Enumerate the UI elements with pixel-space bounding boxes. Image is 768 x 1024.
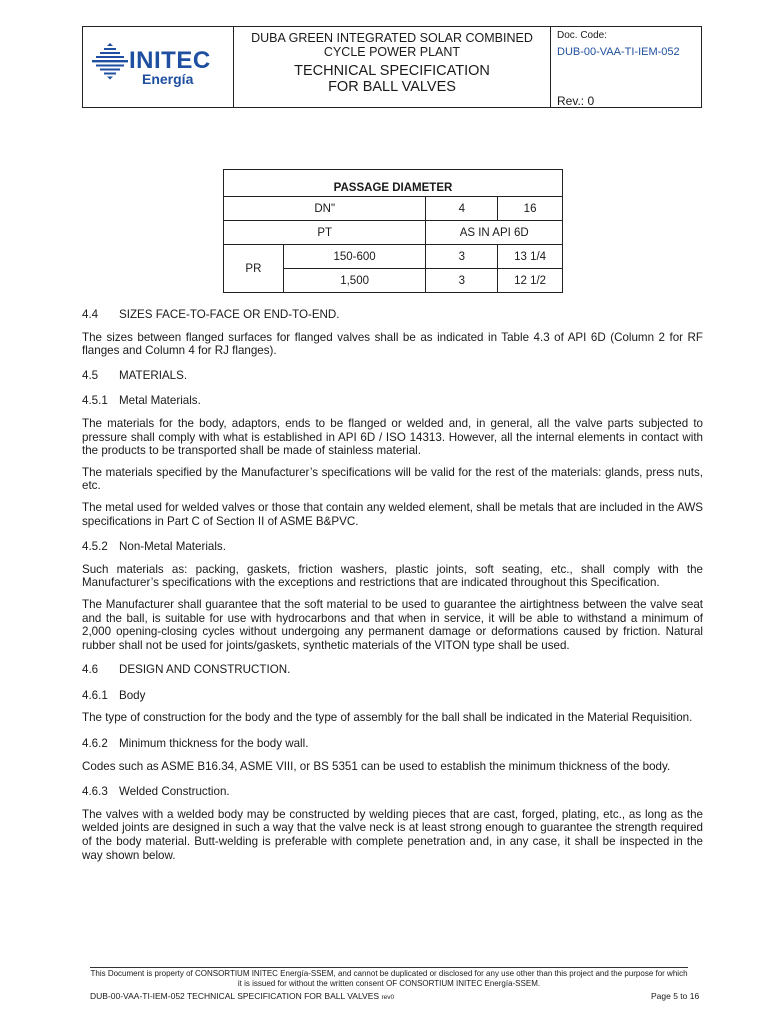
initec-logo-icon bbox=[91, 41, 129, 85]
footer-divider bbox=[90, 967, 688, 968]
document-title bbox=[234, 63, 550, 95]
paragraph: The sizes between flanged surfaces for flanged valves shall be as indicated in Table 4.3 of API 6D (Column 2 for RF flanges and Column 4 for RJ flanges). bbox=[82, 330, 703, 358]
doc-code-value: DUB-00-VAA-TI-IEM-052 bbox=[557, 46, 680, 58]
table-cell: 150-600 bbox=[283, 245, 426, 269]
doc-code-label: Doc. Code: bbox=[557, 30, 608, 41]
footer-doc-ref-text: DUB-00-VAA-TI-IEM-052 TECHNICAL SPECIFICATION FOR BALL VALVES bbox=[90, 991, 380, 1001]
paragraph: The Manufacturer shall guarantee that the soft material to be used to guarantee the airtightness between the valve seat and the ball, is suitable for use with hydrocarbons and that when in service, it will be able to withstand a minimum of 2,000 opening-closing cycles without undergoing any permanent damage or deformations caused by friction. Natural rubber shall not be used for joints/gaskets, synthetic materials of the VITON type shall be used. bbox=[82, 597, 703, 652]
subsection-heading bbox=[82, 785, 703, 799]
section-title: Welded Construction. bbox=[119, 785, 230, 799]
table-cell: 3 bbox=[426, 245, 498, 269]
footer-notice: This Document is property of CONSORTIUM INITEC Energía-SSEM, and cannot be duplicated or disclosed for any use other than this project and the purpose for which it is issued for without the written consent OF CONSORTIUM INITEC Energía-SSEM. bbox=[90, 969, 688, 988]
section-heading bbox=[82, 308, 703, 322]
table-row bbox=[224, 197, 563, 221]
document-body bbox=[82, 308, 703, 862]
document-header bbox=[82, 26, 702, 108]
section-number: 4.6.2 bbox=[82, 737, 108, 751]
paragraph: Such materials as: packing, gaskets, friction washers, plastic joints, soft seating, etc., shall comply with the Manufacturer’s specifications with the exceptions and restrictions that are indicated throughout this Specification. bbox=[82, 562, 703, 590]
table-cell: 12 1/2 bbox=[498, 269, 563, 293]
company-logo bbox=[83, 27, 234, 107]
table-cell: 13 1/4 bbox=[498, 245, 563, 269]
table-cell: 16 bbox=[498, 197, 563, 221]
table-row bbox=[224, 245, 563, 269]
table-cell: AS IN API 6D bbox=[426, 221, 563, 245]
subsection-heading bbox=[82, 737, 703, 751]
section-number: 4.5.2 bbox=[82, 540, 108, 554]
passage-diameter-table bbox=[223, 169, 563, 293]
section-title: Non-Metal Materials. bbox=[119, 540, 226, 554]
section-title: DESIGN AND CONSTRUCTION. bbox=[119, 663, 291, 677]
table-cell: PR bbox=[224, 245, 284, 293]
paragraph: The valves with a welded body may be constructed by welding pieces that are cast, forged, plating, etc., as long as the welded joints are designed in such a way that the valve neck is at least strong enough to guarantee the strength required of the body material. Butt-welding is preferable with complete penetration and, in any case, it shall be inspected in the way shown below. bbox=[82, 807, 703, 862]
header-doc-info bbox=[551, 27, 701, 107]
paragraph: The type of construction for the body and the type of assembly for the ball shall be indicated in the Material Requisition. bbox=[82, 711, 693, 725]
section-title: Minimum thickness for the body wall. bbox=[119, 737, 309, 751]
project-name: DUBA GREEN INTEGRATED SOLAR COMBINED CYCLE POWER PLANT bbox=[251, 31, 533, 59]
table-cell: PT bbox=[224, 221, 426, 245]
section-number: 4.4 bbox=[82, 308, 99, 321]
paragraph: Codes such as ASME B16.34, ASME VIII, or BS 5351 can be used to establish the minimum thickness of the body. bbox=[82, 759, 671, 773]
subsection-heading bbox=[82, 540, 703, 554]
table-cell: 1,500 bbox=[283, 269, 426, 293]
page-number: Page 5 to 16 bbox=[651, 991, 700, 1001]
table-row bbox=[224, 221, 563, 245]
section-heading bbox=[82, 369, 703, 383]
table-cell: DN" bbox=[224, 197, 426, 221]
paragraph: The materials specified by the Manufacturer’s specifications will be valid for the rest of the materials: glands, press nuts, etc. bbox=[82, 465, 703, 493]
table-row bbox=[224, 170, 563, 197]
section-number: 4.6.1 bbox=[82, 688, 108, 702]
section-number: 4.5.1 bbox=[82, 394, 108, 408]
table-title: PASSAGE DIAMETER bbox=[224, 170, 563, 197]
subsection-heading bbox=[82, 689, 703, 703]
paragraph: The materials for the body, adaptors, ends to be flanged or welded and, in general, all the valve parts subjected to pressure shall comply with what is established in API 6D / ISO 14313. However, all the internal elements in contact with the products to be transported shall be made of stainless material. bbox=[82, 416, 703, 458]
section-heading bbox=[82, 663, 703, 677]
section-title: Metal Materials. bbox=[119, 394, 201, 408]
paragraph: The metal used for welded valves or those that contain any welded element, shall be metals that are included in the AWS specifications in Part C of Section II of ASME B&PVC. bbox=[82, 500, 703, 528]
header-title-block bbox=[234, 27, 551, 107]
table-cell: 4 bbox=[426, 197, 498, 221]
section-title: SIZES FACE-TO-FACE OR END-TO-END. bbox=[119, 308, 340, 321]
footer-doc-ref bbox=[90, 991, 394, 1001]
section-number: 4.5 bbox=[82, 368, 99, 382]
section-number: 4.6.3 bbox=[82, 785, 108, 799]
section-title: MATERIALS. bbox=[119, 368, 188, 382]
revision: Rev.: 0 bbox=[557, 94, 595, 108]
logo-subtitle: Energía bbox=[142, 71, 194, 87]
footer-rev: rev0 bbox=[381, 994, 395, 1001]
table-cell: 3 bbox=[426, 269, 498, 293]
subsection-heading bbox=[82, 394, 703, 408]
document-title-line2: FOR BALL VALVES bbox=[328, 79, 456, 95]
section-number: 4.6 bbox=[82, 663, 99, 677]
document-title-line1: TECHNICAL SPECIFICATION bbox=[294, 63, 490, 79]
logo-wordmark: INITEC bbox=[129, 47, 211, 74]
section-title: Body bbox=[119, 688, 146, 702]
